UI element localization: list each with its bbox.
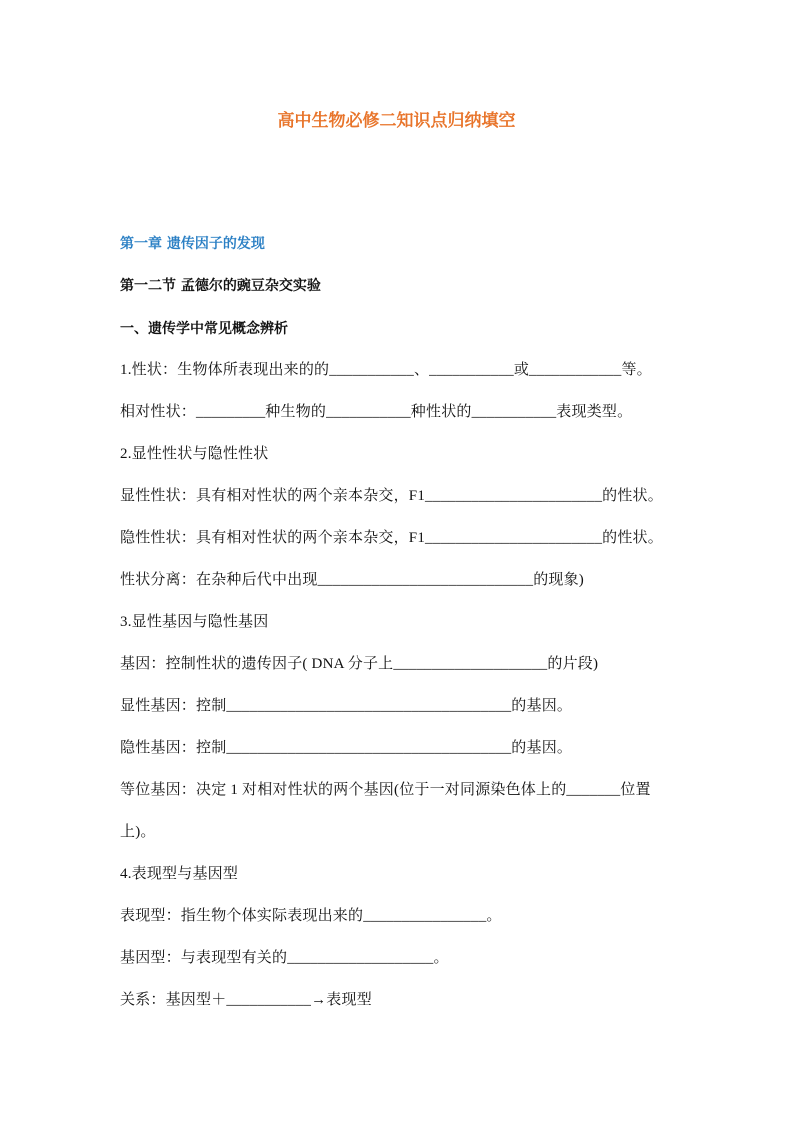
document-title: 高中生物必修二知识点归纳填空 bbox=[277, 111, 516, 131]
subsection-heading: 一、遗传学中常见概念辨析 bbox=[120, 321, 288, 337]
text-line: 基因型：与表现型有关的___________________。 bbox=[120, 950, 449, 966]
text-line: 表现型：指生物个体实际表现出来的________________。 bbox=[120, 908, 502, 924]
text-line: 基因：控制性状的遗传因子( DNA 分子上____________________的片段) bbox=[120, 656, 599, 672]
text-line: 显性基因：控制_____________________________________的基因。 bbox=[120, 698, 573, 714]
chapter-heading: 第一章 遗传因子的发现 bbox=[120, 236, 265, 252]
section-heading: 第一二节 孟德尔的豌豆杂交实验 bbox=[120, 278, 321, 294]
text-line: 性状分离：在杂种后代中出现____________________________的现象) bbox=[120, 572, 584, 588]
text-line: 4.表现型与基因型 bbox=[120, 866, 239, 882]
text-line: 上)。 bbox=[120, 824, 156, 840]
text-line: 3.显性基因与隐性基因 bbox=[120, 614, 269, 630]
text-line: 关系：基因型＋___________→表现型 bbox=[120, 992, 372, 1008]
text-line: 显性性状：具有相对性状的两个亲本杂交，F1_______________________的性状。 bbox=[120, 488, 663, 504]
text-line: 隐性基因：控制_____________________________________的基因。 bbox=[120, 740, 573, 756]
text-line: 2.显性性状与隐性性状 bbox=[120, 446, 269, 462]
text-line: 隐性性状：具有相对性状的两个亲本杂交，F1_______________________的性状。 bbox=[120, 530, 663, 546]
text-line: 等位基因：决定 1 对相对性状的两个基因(位于一对同源染色体上的_______位置 bbox=[120, 782, 651, 798]
text-line: 1.性状：生物体所表现出来的的___________、___________或____________等。 bbox=[120, 362, 652, 378]
text-line: 相对性状：_________种生物的___________种性状的___________表现类型。 bbox=[120, 404, 633, 420]
